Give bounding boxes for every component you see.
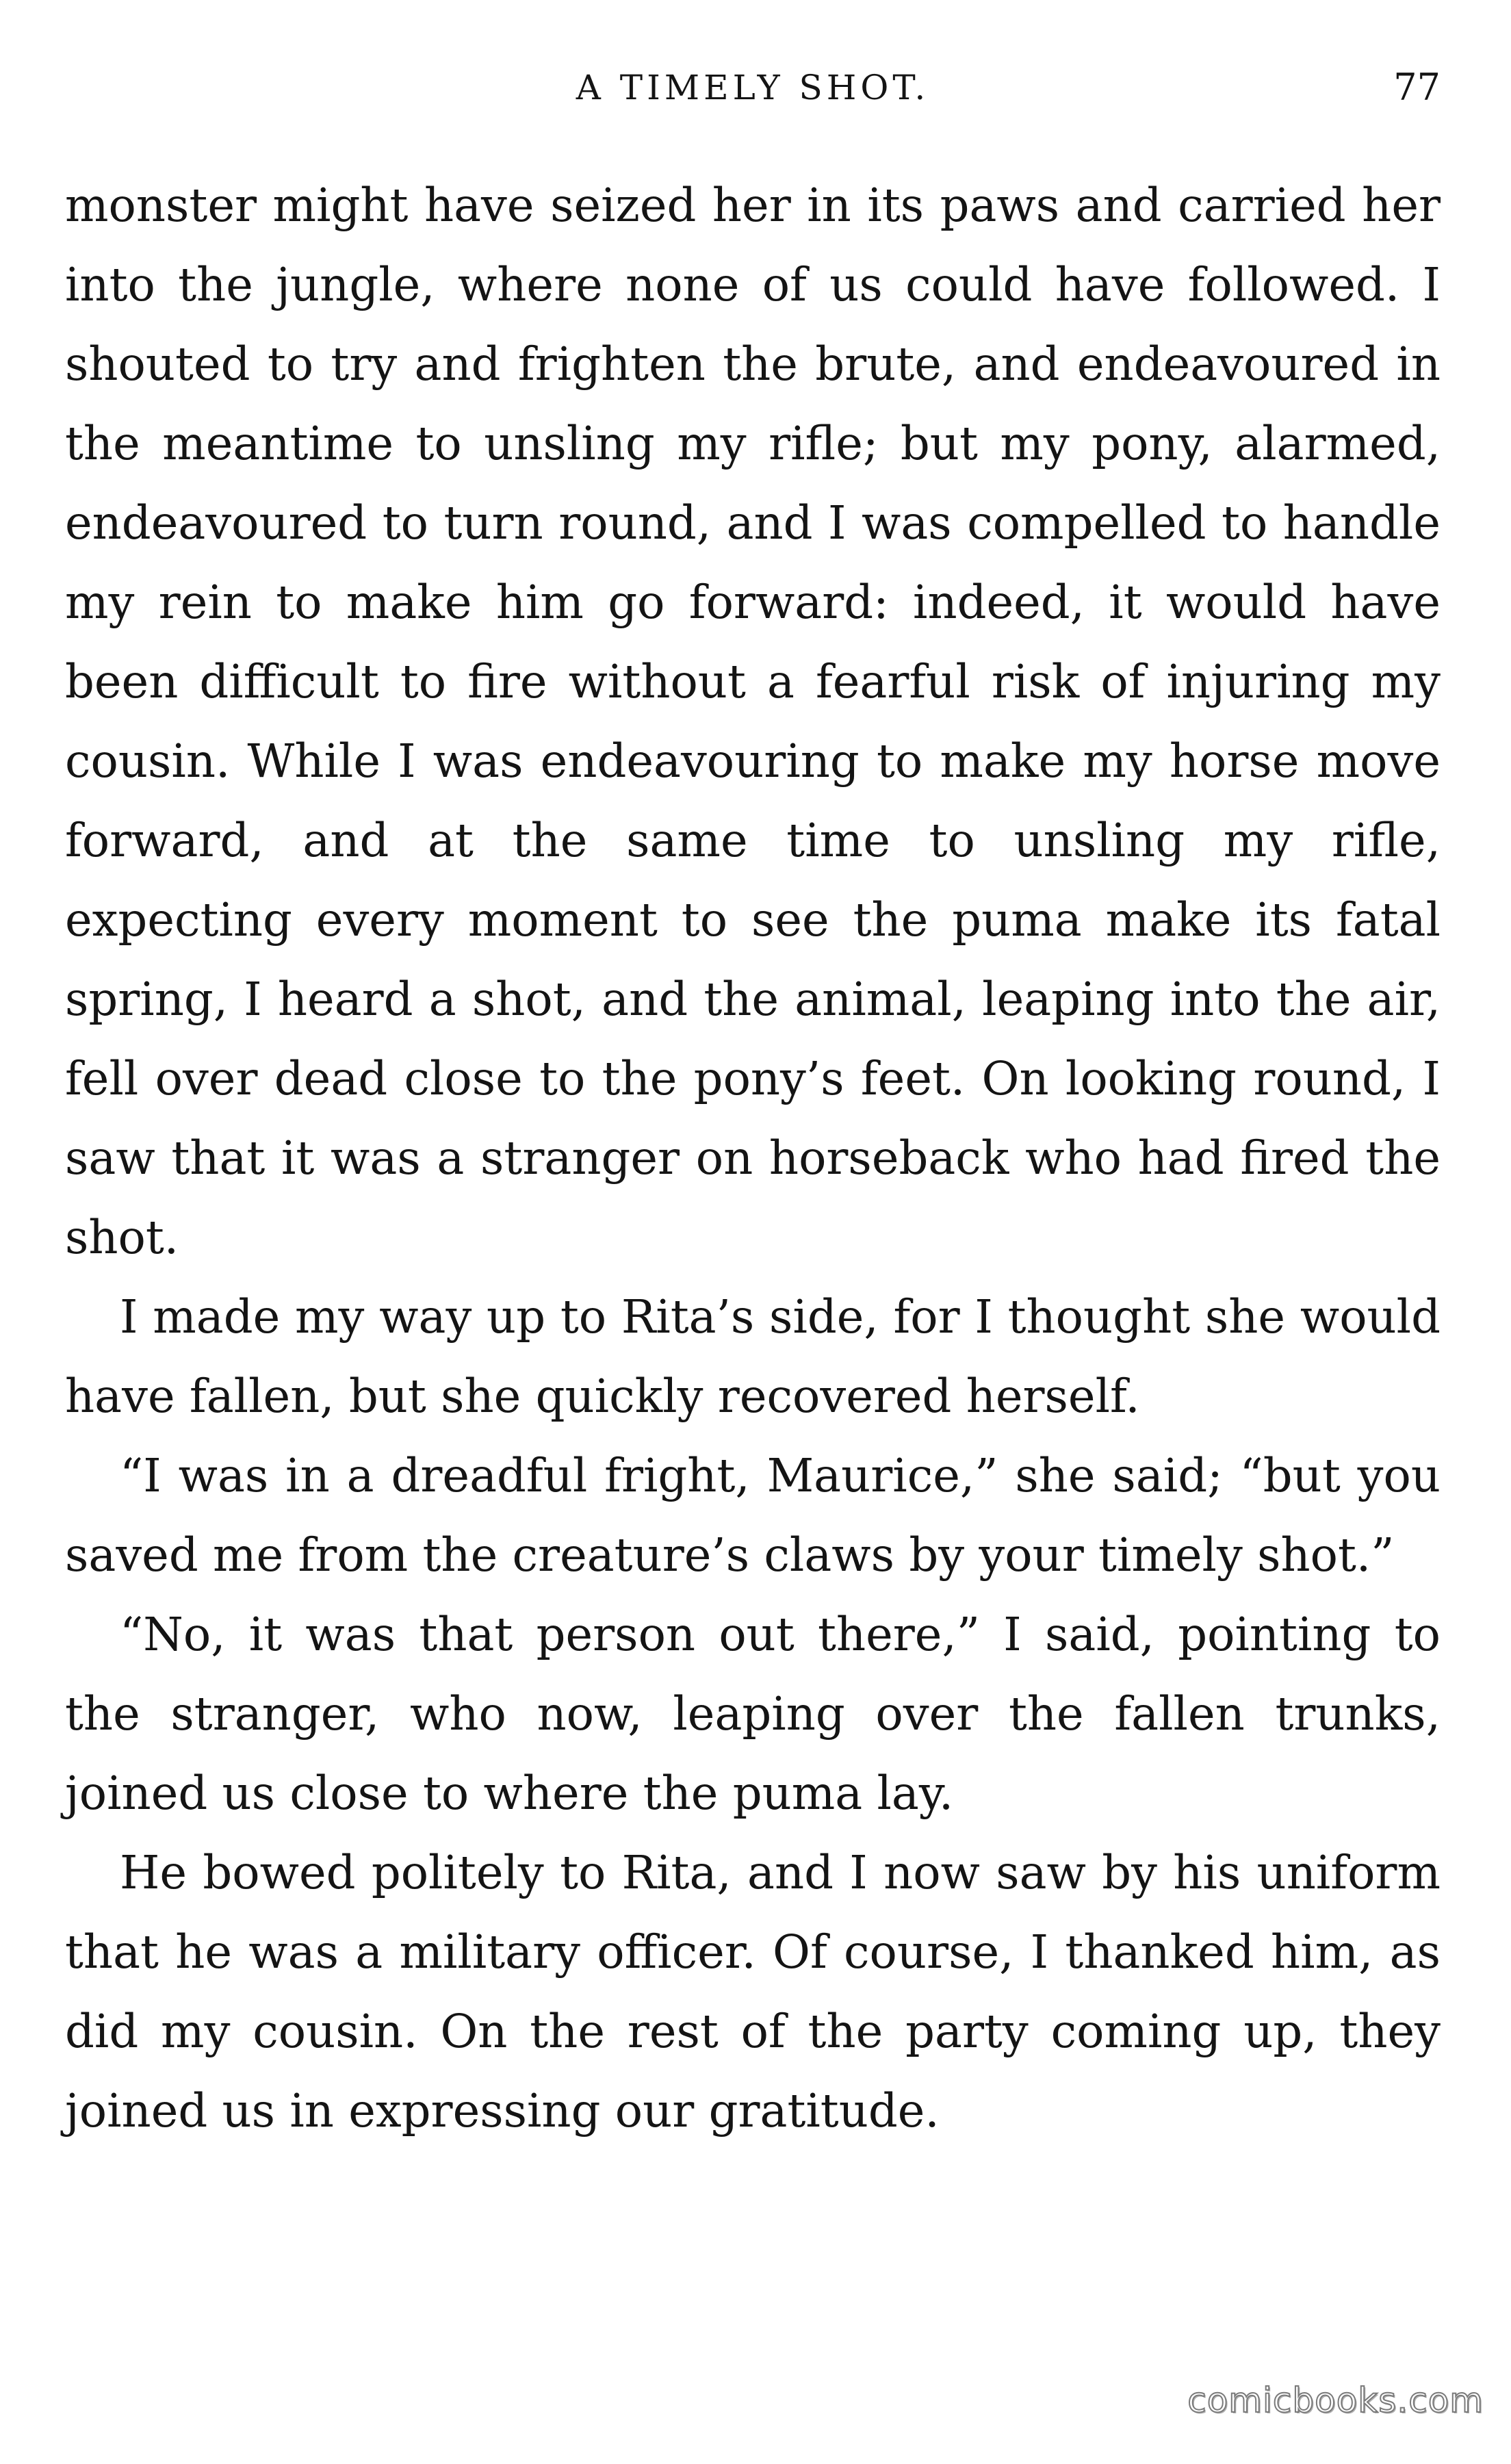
paragraph: “No, it was that person out there,” I said, pointing to the stranger, who now, leaping over the fallen trunks, joined us close to where the puma lay. — [65, 1608, 1441, 1820]
paragraph: He bowed politely to Rita, and I now saw by his uniform that he was a military officer. Of course, I thanked him, as did my cousin. On the rest of the party coming up, they joined us in expressing our gratitude. — [65, 1846, 1441, 2138]
paragraph: I made my way up to Rita’s side, for I thought she would have fallen, but she quickly recovered herself. — [65, 1290, 1441, 1423]
body-text — [65, 166, 1441, 2151]
watermark: comicbooks.com — [1187, 2380, 1484, 2420]
paragraph-continued: monster might have seized her in its paws and carried her into the jungle, where none of us could have followed. I shouted to try and frighten the brute, and endeavoured in the meantime to unsling my rifle; but my pony, alarmed, endeavoured to turn round, and I was compelled to handle my rein to make him go forward: indeed, it would have been difficult to fire without a fearful risk of injuring my cousin. While I was endeavouring to make my horse move forward, and at the same time to unsling my rifle, expecting every moment to see the puma make its fatal spring, I heard a shot, and the animal, leaping into the air, fell over dead close to the pony’s feet. On looking round, I saw that it was a stranger on horseback who had fired the shot. — [65, 179, 1441, 1264]
paragraph: “I was in a dreadful fright, Maurice,” she said; “but you saved me from the creature’s claws by your timely shot.” — [65, 1449, 1441, 1582]
page-number: 77 — [1393, 66, 1441, 109]
running-title: A TIMELY SHOT. — [576, 68, 930, 107]
running-head — [65, 60, 1441, 115]
